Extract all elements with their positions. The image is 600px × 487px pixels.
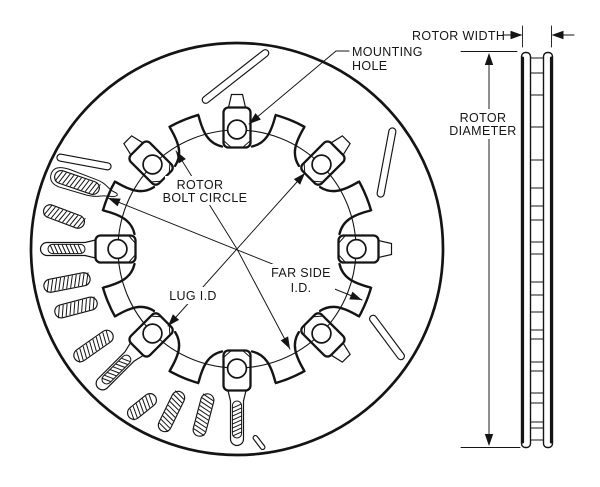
rotor-bolt-circle-label: ROTOR [176,178,224,192]
rotor-side-view [522,53,553,448]
mounting-hole [108,240,127,259]
rotor-diameter-label-2: DIAMETER [449,124,517,138]
mounting-hole [228,359,247,378]
mounting-hole [228,120,247,139]
far-side-id-label: FAR SIDE [271,266,331,280]
mounting-hole [347,240,366,259]
rotor-side-geometry [522,53,553,448]
rotor-width-label: ROTOR WIDTH [412,29,506,43]
rotor-bolt-circle-label-2: BOLT CIRCLE [162,191,248,205]
lug-id-label: LUG I.D [169,289,217,303]
mounting-hole-label-2: HOLE [352,59,388,73]
far-side-id-label-2: I.D. [290,281,312,295]
rotor-diameter-label: ROTOR [459,111,507,125]
mounting-hole-label: MOUNTING [352,45,423,59]
